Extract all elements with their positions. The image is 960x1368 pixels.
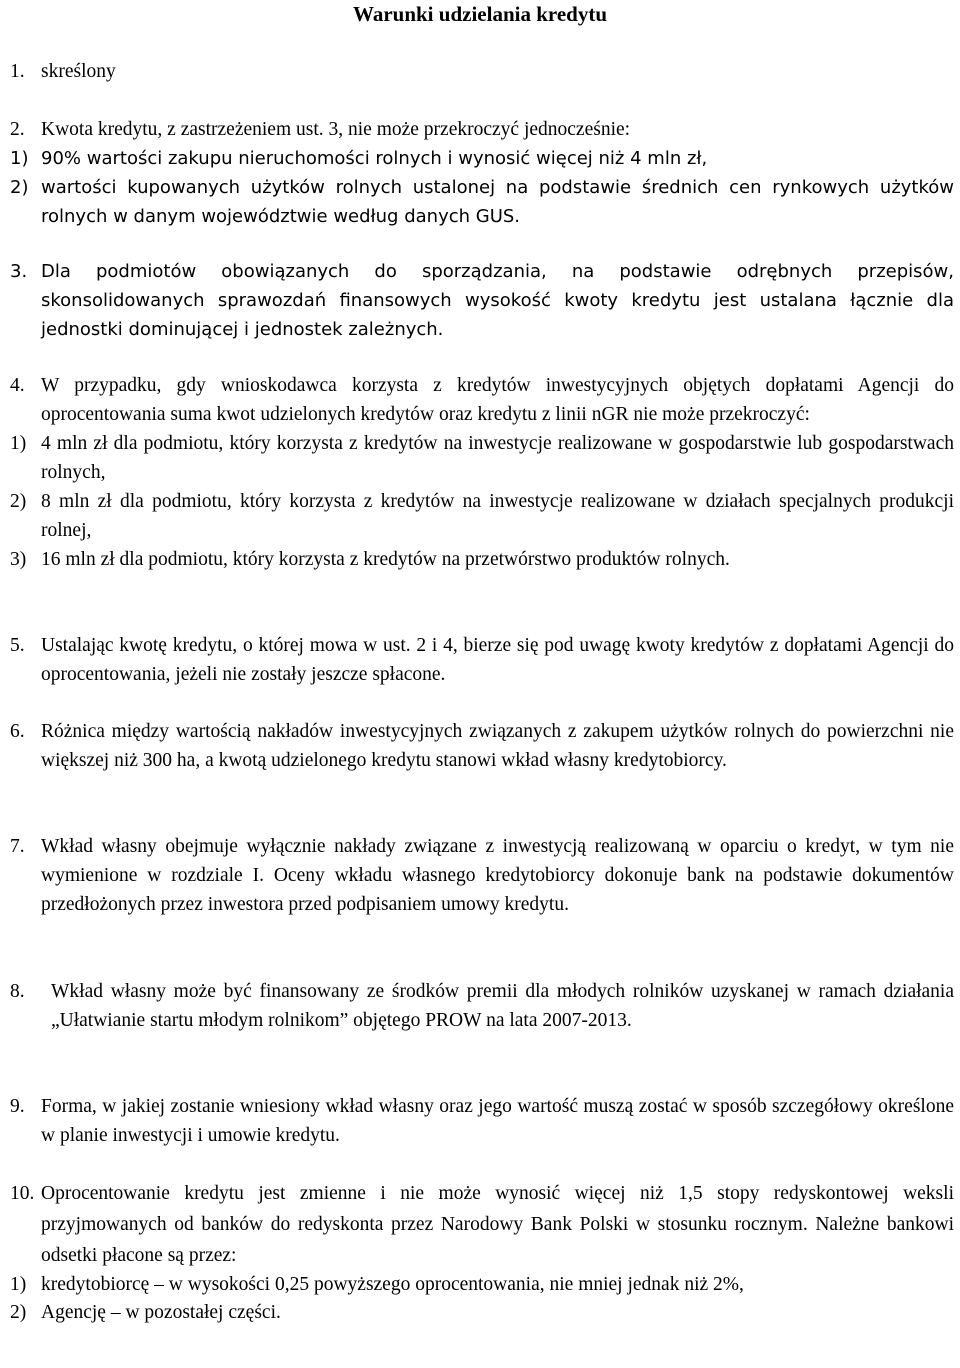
list-item	[10, 429, 954, 487]
list-item-text: kredytobiorcę – w wysokości 0,25 powyższego oprocentowania, nie mniej jednak niż 2%,	[41, 1274, 744, 1295]
document-title: Warunki udzielania kredytu	[352, 2, 607, 26]
list-item-number: 1)	[10, 1274, 27, 1295]
list-item-text: 90% wartości zakupu nieruchomości rolnych i wynosić więcej niż 4 mln zł,	[41, 148, 708, 169]
section-text: Forma, w jakiej zostanie wniesiony wkład własny oraz jego wartość muszą zostać w sposób szczegółowy określone w planie inwestycji i umowie kredytu.	[41, 1096, 954, 1146]
section-number: 9.	[10, 1096, 25, 1117]
section-number: 10.	[10, 1183, 35, 1204]
list-item-text: 16 mln zł dla podmiotu, który korzysta z kredytów na przetwórstwo produktów rolnych.	[41, 549, 730, 570]
section-text: Dla podmiotów obowiązanych do sporządzania, na podstawie odrębnych przepisów, skonsolidowanych sprawozdań finansowych wysokość kwoty kredytu jest ustalana łącznie dla jednostki dominującej i jednostek zależnych.	[41, 261, 954, 340]
section-2	[10, 115, 954, 231]
section-10	[10, 1178, 954, 1327]
section-text: Kwota kredytu, z zastrzeżeniem ust. 3, nie może przekroczyć jednocześnie:	[41, 119, 631, 140]
list-item	[10, 1299, 954, 1327]
section-number: 5.	[10, 635, 25, 656]
section-number: 6.	[10, 721, 25, 742]
list-item	[10, 487, 954, 545]
section-1	[10, 57, 954, 86]
list-item-number: 1)	[10, 433, 27, 454]
list-item-text: 4 mln zł dla podmiotu, który korzysta z kredytów na inwestycje realizowane w gospodarstwie lub gospodarstwach rolnych,	[41, 433, 954, 483]
section-text: Wkład własny obejmuje wyłącznie nakłady związane z inwestycją realizowaną w oparciu o kredyt, w tym nie wymienione w rozdziale I. Oceny wkładu własnego kredytobiorcy dokonuje bank na podstawie dokumentów przedłożonych przez inwestora przed podpisaniem umowy kredytu.	[41, 836, 954, 915]
list-item	[10, 1271, 954, 1299]
list-item-number: 1)	[10, 148, 29, 169]
section-text: skreślony	[41, 61, 116, 82]
section-text: Ustalając kwotę kredytu, o której mowa w ust. 2 i 4, bierze się pod uwagę kwoty kredytów z dopłatami Agencji do oprocentowania, jeżeli nie zostały jeszcze spłacone.	[41, 635, 954, 685]
section-3	[10, 257, 954, 344]
list-item-text: wartości kupowanych użytków rolnych ustalonej na podstawie średnich cen rynkowych użytków rolnych w danym województwie według danych GUS.	[41, 177, 954, 227]
section-text: W przypadku, gdy wnioskodawca korzysta z kredytów inwestycyjnych objętych dopłatami Agencji do oprocentowania suma kwot udzielonych kredytów oraz kredytu z linii nGR nie może przekroczyć:	[41, 375, 954, 425]
section-8	[10, 977, 954, 1035]
list-item-text: 8 mln zł dla podmiotu, który korzysta z kredytów na inwestycje realizowane w działach specjalnych produkcji rolnej,	[41, 491, 954, 541]
section-text: Różnica między wartością nakładów inwestycyjnych związanych z zakupem użytków rolnych do powierzchni nie większej niż 300 ha, a kwotą udzielonego kredytu stanowi wkład własny kredytobiorcy.	[41, 721, 954, 771]
section-number: 7.	[10, 836, 25, 857]
section-number: 1.	[10, 61, 25, 82]
list-item-number: 2)	[10, 1302, 27, 1323]
section-5	[10, 631, 954, 689]
section-text: Oprocentowanie kredytu jest zmienne i nie może wynosić więcej niż 1,5 stopy redyskontowej weksli przyjmowanych od banków do redyskonta przez Narodowy Bank Polski w stosunku rocznym. Należne bankowi odsetki płacone są przez:	[41, 1183, 954, 1266]
section-6	[10, 717, 954, 775]
section-4	[10, 371, 954, 574]
list-item-number: 3)	[10, 549, 27, 570]
list-item	[10, 545, 954, 574]
list-item	[10, 173, 954, 231]
section-number: 4.	[10, 375, 25, 396]
list-item	[10, 144, 954, 173]
section-text: Wkład własny może być finansowany ze środków premii dla młodych rolników uzyskanej w ramach działania „Ułatwianie startu młodym rolnikom” objętego PROW na lata 2007-2013.	[51, 981, 954, 1031]
section-9	[10, 1092, 954, 1150]
list-item-text: Agencję – w pozostałej części.	[41, 1302, 281, 1323]
section-number: 8.	[10, 981, 25, 1002]
list-item-number: 2)	[10, 491, 27, 512]
list-item-number: 2)	[10, 177, 29, 198]
section-number: 3.	[10, 261, 28, 282]
section-7	[10, 832, 954, 919]
section-number: 2.	[10, 119, 25, 140]
